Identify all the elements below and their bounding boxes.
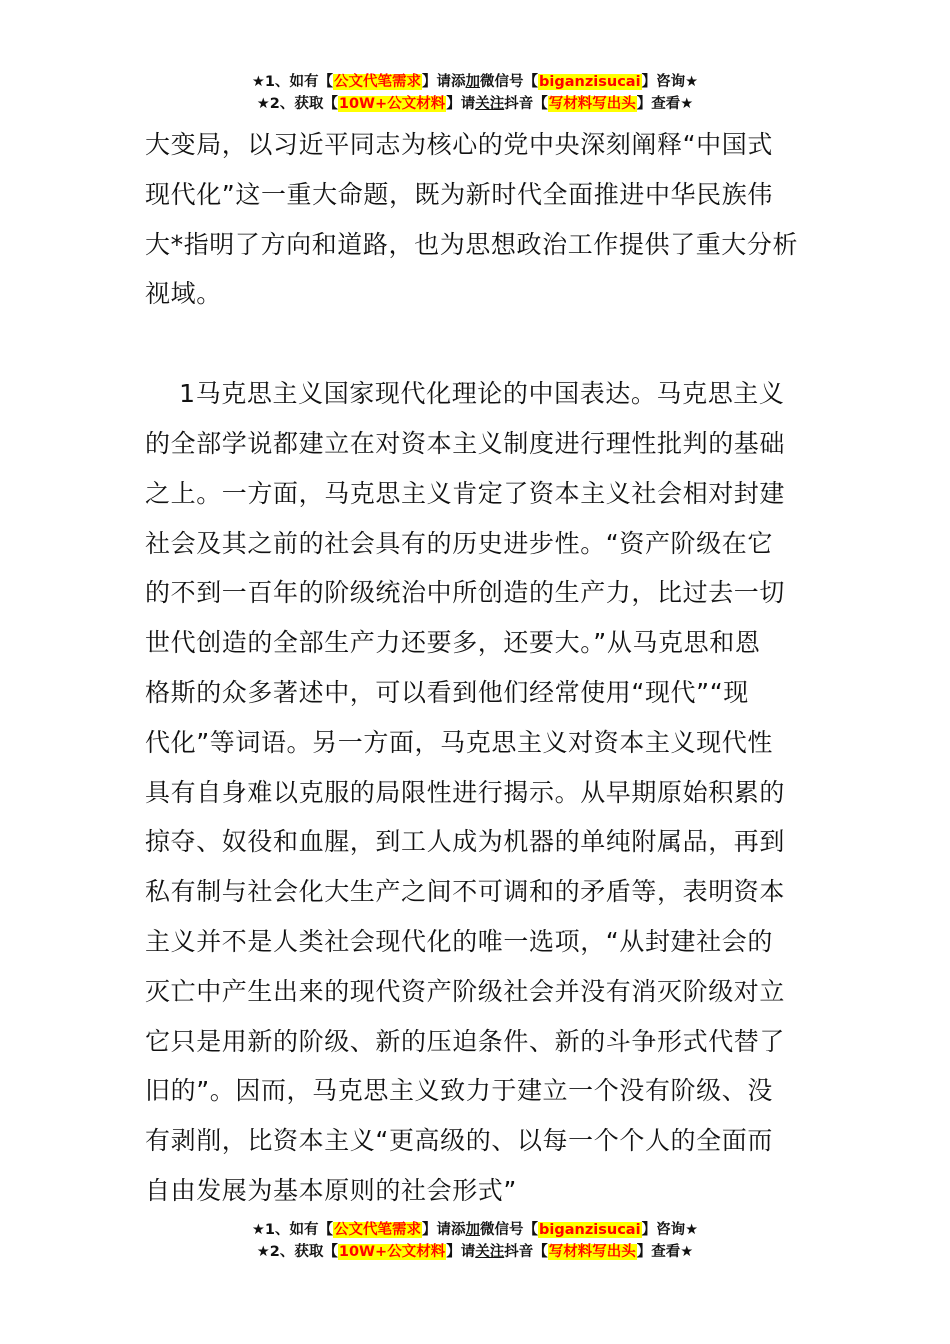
paragraph-2: [145, 369, 815, 1216]
promo-highlight-wechat: biganzisucai: [539, 74, 641, 90]
promo-text: 】请添: [422, 1222, 466, 1238]
text-line: 现代化”这一重大命题，既为新时代全面推进中华民族伟: [145, 179, 773, 209]
promo-text: 】请添: [422, 74, 466, 90]
promo-highlight-douyin: 写材料写出头: [548, 1244, 636, 1260]
text-line: 的全部学说都建立在对资本主义制度进行理性批判的基础: [145, 428, 786, 458]
text-line: 私有制与社会化大生产之间不可调和的矛盾等，表明资本: [145, 877, 786, 907]
top-promo-banner: [0, 71, 950, 115]
promo-text: 】查看★: [636, 96, 694, 112]
promo-highlight-wechat: biganzisucai: [539, 1222, 641, 1238]
promo-line-1: [0, 71, 950, 93]
promo-text: 】查看★: [636, 1244, 694, 1260]
promo-text: ★2、获取【: [256, 96, 338, 112]
promo-text: 抖音【: [504, 1244, 548, 1260]
text-line: 旧的”。因而，马克思主义致力于建立一个没有阶级、没: [145, 1076, 773, 1106]
promo-text: ★1、如有【: [251, 74, 334, 90]
promo-text: 】请: [446, 96, 476, 112]
promo-highlight-douyin: 写材料写出头: [548, 96, 636, 112]
promo-underline: 关注: [475, 96, 505, 112]
text-line: 灭亡中产生出来的现代资产阶级社会并没有消灭阶级对立: [145, 976, 786, 1006]
text-line: 格斯的众多著述中，可以看到他们经常使用“现代”“现: [145, 677, 749, 707]
text-line: 世代创造的全部生产力还要多，还要大。”从马克思和恩: [145, 628, 761, 658]
promo-text: 】咨询★: [641, 1222, 699, 1238]
promo-line-1: [0, 1219, 950, 1241]
text-line: 社会及其之前的社会具有的历史进步性。“资产阶级在它: [145, 528, 773, 558]
text-line: 它只是用新的阶级、新的压迫条件、新的斗争形式代替了: [145, 1026, 786, 1056]
promo-underline: 关注: [475, 1244, 505, 1260]
text-line: 大*指明了方向和道路，也为思想政治工作提供了重大分析: [145, 229, 799, 259]
promo-text: 】咨询★: [641, 74, 699, 90]
promo-highlight: 公文代笔需求: [334, 1222, 422, 1238]
text-line: 掠夺、奴役和血腥，到工人成为机器的单纯附属品，再到: [145, 827, 786, 857]
promo-underline: 加: [465, 74, 481, 90]
paragraph-1: [145, 120, 815, 319]
text-line: 具有自身难以克服的局限性进行揭示。从早期原始积累的: [145, 777, 786, 807]
bottom-promo-banner: [0, 1219, 950, 1263]
promo-text: ★1、如有【: [251, 1222, 334, 1238]
text-line: 1马克思主义国家现代化理论的中国表达。马克思主义: [145, 379, 785, 409]
promo-text: 抖音【: [504, 96, 548, 112]
promo-line-2: [0, 93, 950, 115]
paragraph-gap: [145, 319, 815, 369]
promo-text: 微信号【: [480, 74, 539, 90]
promo-text: 微信号【: [480, 1222, 539, 1238]
text-line: 视域。: [145, 279, 222, 309]
promo-text: 】请: [446, 1244, 476, 1260]
text-line: 的不到一百年的阶级统治中所创造的生产力，比过去一切: [145, 578, 786, 608]
promo-line-2: [0, 1241, 950, 1263]
text-line: 大变局，以习近平同志为核心的党中央深刻阐释“中国式: [145, 130, 773, 159]
text-line: 主义并不是人类社会现代化的唯一选项，“从封建社会的: [145, 926, 773, 956]
text-line: 代化”等词语。另一方面，马克思主义对资本主义现代性: [145, 727, 773, 757]
text-line: 之上。一方面，马克思主义肯定了资本主义社会相对封建: [145, 478, 786, 508]
promo-text: ★2、获取【: [256, 1244, 338, 1260]
promo-highlight: 10W+公文材料: [338, 96, 446, 112]
promo-underline: 加: [465, 1222, 481, 1238]
text-line: 自由发展为基本原则的社会形式”: [145, 1175, 517, 1205]
promo-highlight: 公文代笔需求: [334, 74, 422, 90]
text-line: 有剥削，比资本主义“更高级的、以每一个个人的全面而: [145, 1126, 773, 1156]
promo-highlight: 10W+公文材料: [338, 1244, 446, 1260]
document-body: [145, 120, 815, 1216]
